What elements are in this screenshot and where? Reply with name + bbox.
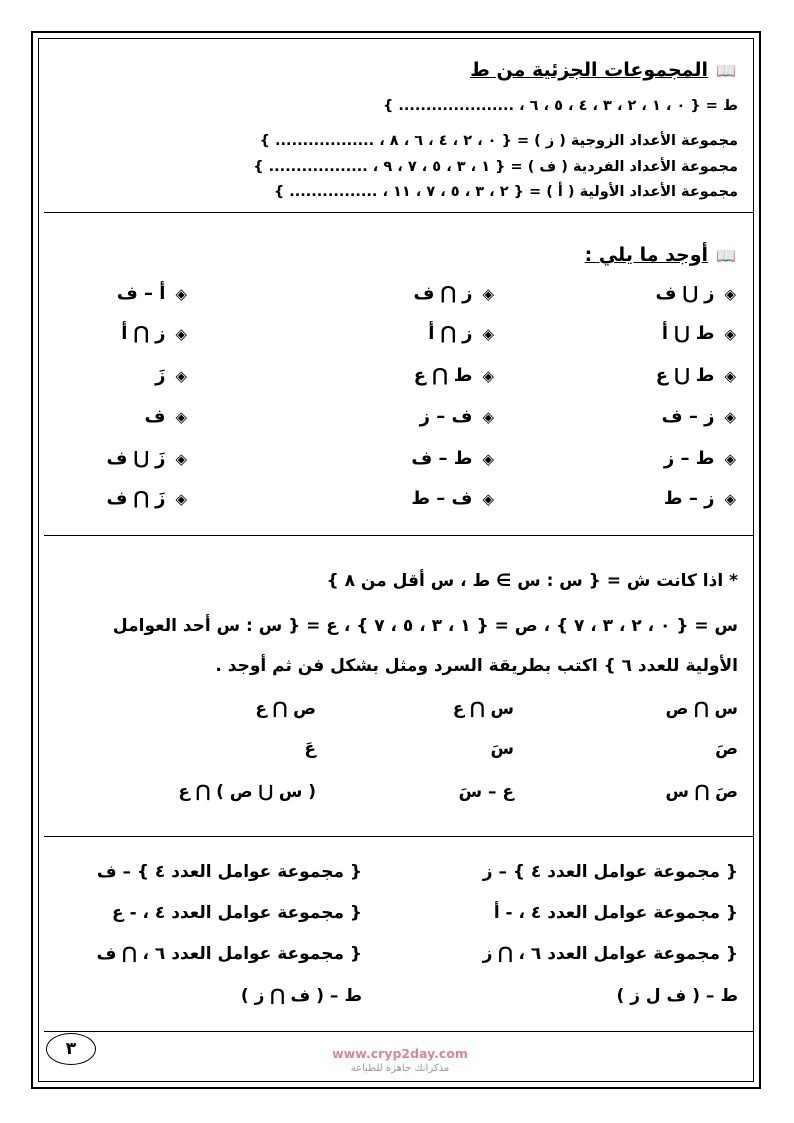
diamond-bullet-icon: ◈ [175,408,187,426]
exercise-text: ط ⋃ ع [655,365,715,386]
expression-item: ص ⋂ ع [255,699,316,719]
diamond-bullet-icon: ◈ [175,490,187,508]
divider [44,212,754,213]
exercise-item [117,283,187,304]
divider [44,535,754,536]
factors-expression: ط – ( ف ل ز ) [616,986,738,1006]
expression-item: ( س ⋃ ص ) ⋂ ع [178,782,316,802]
exercise-item [664,488,736,509]
exercise-item [155,365,187,386]
diamond-bullet-icon: ◈ [724,285,736,303]
exercise-item [420,406,494,427]
diamond-bullet-icon: ◈ [482,450,494,468]
diamond-bullet-icon: ◈ [482,367,494,385]
even-numbers-line: مجموعة الأعداد الزوجية ( ز ) = { ٠ ، ٢ ، ٤ ، ٦ ، ٨ ، .................. } [259,133,738,149]
expression-item: س ⋂ ع [452,699,514,719]
divider [44,836,754,837]
exercise-item [121,323,187,344]
factors-expression: { مجموعة عوامل العدد ٤ } – ز [482,862,738,882]
exercise-text: ط – ز [663,448,715,469]
section2-title: 📖أوجد ما يلي : [584,244,736,266]
question-line-3: الأولية للعدد ٦ } اكتب بطريقة السرد ومثل بشكل فن ثم أوجد . [215,656,738,676]
page-number: ٣ [46,1033,96,1065]
factors-expression: { مجموعة عوامل العدد ٦ ، ⋂ ف [96,944,362,964]
exercise-text: ز – ف [661,406,715,427]
question-line-2: س = { ٠ ، ٢ ، ٣ ، ٧ } ، ص = { ١ ، ٣ ، ٥ ، ٧ } ، ع = { س : س أحد العوامل [112,616,738,636]
odd-numbers-line: مجموعة الأعداد الفردية ( ف ) = { ١ ، ٣ ، ٥ ، ٧ ، ٩ ، .................. } [253,159,738,175]
exercise-item [145,406,187,427]
exercise-text: أ – ف [116,283,166,304]
natural-numbers-line: ط = { ٠ ، ١ ، ٢ ، ٣ ، ٤ ، ٥ ، ٦ ، ..................... } [382,98,738,114]
exercise-item [414,365,494,386]
exercise-item [411,488,494,509]
exercise-item [655,283,736,304]
diamond-bullet-icon: ◈ [724,367,736,385]
exercise-text: ز ⋃ ف [655,283,715,304]
exercise-item [656,365,736,386]
factors-expression: { مجموعة عوامل العدد ٤ } – ف [96,862,362,882]
factors-expression: ط – ( ف ⋂ ز ) [240,986,362,1006]
exercise-text: ف – ز [419,406,473,427]
factors-expression: { مجموعة عوامل العدد ٦ ، ⋂ ز [482,944,738,964]
site-tagline: مذكراتك جاهزة للطباعة [350,1063,450,1074]
exercise-item [662,406,736,427]
factors-expression: { مجموعة عوامل العدد ٤ ، - أ [493,903,738,923]
exercise-item [662,323,736,344]
exercise-item [106,488,187,509]
diamond-bullet-icon: ◈ [482,490,494,508]
exercise-text: زَ [155,365,166,386]
expression-item: صَ [715,739,738,759]
exercise-text: ز ⋂ أ [121,323,166,344]
site-url[interactable]: www.cryp2day.com [332,1046,468,1061]
diamond-bullet-icon: ◈ [482,325,494,343]
exercise-text: ط – ف [411,448,473,469]
exercise-text: زَ ⋃ ف [106,448,166,469]
diamond-bullet-icon: ◈ [724,325,736,343]
exercise-text: ز ⋂ ف [413,283,473,304]
exercise-text: ف [144,406,166,427]
expression-item: صَ ⋂ س [665,782,738,802]
question-line-1: * اذا كانت ش = { س : س ∋ ط ، س أقل من ٨ } [326,571,738,591]
divider [44,1031,754,1032]
diamond-bullet-icon: ◈ [175,325,187,343]
exercise-text: ز ⋂ أ [428,323,473,344]
exercise-item [664,448,736,469]
expression-item: ع – سَ [458,782,514,802]
exercise-item [106,448,187,469]
exercise-text: زَ ⋂ ف [106,488,166,509]
diamond-bullet-icon: ◈ [724,450,736,468]
exercise-text: ط ⋂ ع [413,365,473,386]
diamond-bullet-icon: ◈ [724,490,736,508]
diamond-bullet-icon: ◈ [482,408,494,426]
diamond-bullet-icon: ◈ [175,450,187,468]
exercise-item [413,283,494,304]
expression-item: سَ [490,739,514,759]
exercise-item [428,323,494,344]
factors-expression: { مجموعة عوامل العدد ٤ ، - ع [112,903,362,923]
book-icon: 📖 [716,61,736,80]
expression-item: س ⋂ ص [665,699,738,719]
diamond-bullet-icon: ◈ [175,285,187,303]
exercise-item [411,448,494,469]
expression-item: عَ [304,739,316,759]
diamond-bullet-icon: ◈ [724,408,736,426]
diamond-bullet-icon: ◈ [482,285,494,303]
book-icon: 📖 [716,246,736,265]
diamond-bullet-icon: ◈ [175,367,187,385]
exercise-text: ط ⋃ أ [661,323,715,344]
exercise-text: ف – ط [411,488,473,509]
section1-title: 📖المجموعات الجزئية من ط [470,59,736,81]
prime-numbers-line: مجموعة الأعداد الأولية ( أ ) = { ٢ ، ٣ ، ٥ ، ٧ ، ١١ ، ................ } [273,184,738,200]
exercise-text: ز – ط [663,488,715,509]
